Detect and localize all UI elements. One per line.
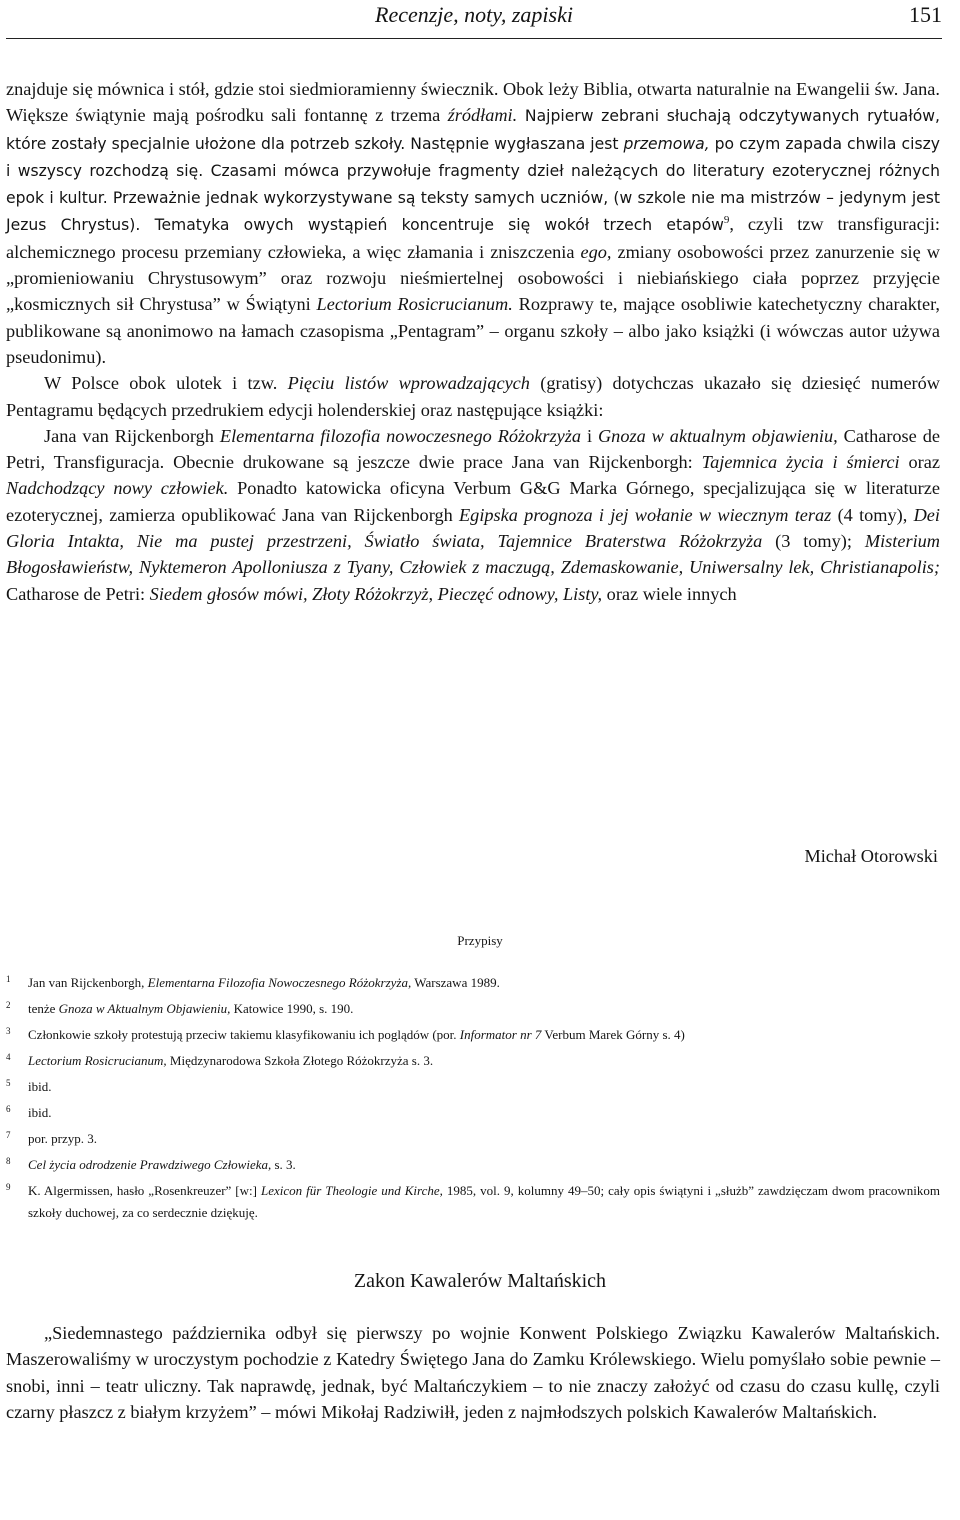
page-number: 151: [909, 2, 942, 27]
text-run-italic: Lexicon für Theologie und Kirche,: [260, 1183, 443, 1198]
running-title: Recenzje, noty, zapiski: [375, 2, 573, 27]
text-run-italic: Gnoza w aktualnym objawieniu,: [597, 425, 838, 446]
footnote-number: 3: [6, 1026, 11, 1036]
text-run: Catharose de Petri, Transfiguracja. Obecnie drukowane są jeszcze dwie prace Jana van Rijckenborgh:: [6, 425, 940, 473]
text-run: K. Algermissen, hasło „Rosenkreuzer” [w:]: [28, 1183, 261, 1198]
text-run: oraz wiele innych: [602, 583, 737, 604]
text-run-italic: Gnoza w Aktualnym Objawieniu,: [58, 1001, 231, 1016]
text-run: Najpierw zebrani słuchają odczytywanych rytuałów, które zostały specjalnie ułożone dla potrzeb szkoły. Następnie wygłaszana jest: [6, 107, 941, 153]
footnote-number: 2: [6, 1000, 11, 1010]
footnote-item: [6, 1046, 940, 1072]
text-run: W Polsce obok ulotek i tzw.: [44, 373, 288, 394]
text-run: Warszawa 1989.: [411, 975, 500, 990]
footnote-item: [6, 1072, 940, 1098]
text-run: zmiany osobowości przez zanurzenie się w „promieniowaniu Chrystusowym” oraz rozwoju nieśmiertelnej osobowości i niebiańskiego ciała poprzez przyjęcie „kosmicznych sił Chrystusa” w Świątyni: [6, 241, 940, 315]
footnote-number: 5: [6, 1078, 11, 1088]
text-run: Członkowie szkoły protestują przeciw takiemu klasyfikowaniu ich poglądów (por.: [28, 1027, 460, 1042]
footnote-item: [6, 1150, 940, 1176]
footnote-number: 8: [6, 1156, 11, 1166]
footnote-number: 9: [6, 1182, 11, 1192]
footnote-item: [6, 994, 940, 1020]
author-signature: Michał Otorowski: [804, 846, 938, 866]
footnote-number: 7: [6, 1130, 11, 1140]
footnote-item: [6, 1176, 940, 1224]
text-run-italic: Elementarna Filozofia Nowoczesnego Różokrzyża,: [147, 975, 412, 990]
text-run: tenże: [28, 1001, 59, 1016]
text-run: Jan van Rijckenborgh,: [28, 975, 148, 990]
text-run-italic: źródłami.: [447, 105, 518, 126]
text-run-italic: Informator nr 7: [459, 1027, 542, 1042]
footnote-number: 4: [6, 1052, 11, 1062]
text-run-italic: Cel życia odrodzenie Prawdziwego Człowieka,: [28, 1157, 272, 1172]
paragraph-book-list: [6, 423, 940, 607]
text-run-italic: przemowa,: [623, 134, 710, 153]
text-run: (3 tomy);: [762, 531, 865, 552]
text-run: Międzynarodowa Szkoła Złotego Różokrzyża s. 3.: [166, 1053, 434, 1068]
text-run: 1985, vol. 9, kolumny 49–50; cały opis świątyni i „służb” zawdzięczam dwom pracownikom szkoły duchowej, za co serdecznie dziękuję.: [28, 1183, 940, 1220]
text-run-italic: Lectorium Rosicrucianum,: [28, 1053, 167, 1068]
text-run-italic: Dei Gloria Intakta, Nie ma pustej przestrzeni, Światło świata, Tajemnice Braterstwa Różokrzyża: [6, 504, 940, 552]
section-paragraph: „Siedemnastego października odbył się pierwszy po wojnie Konwent Polskiego Związku Kawalerów Maltańskich. Maszerowaliśmy w uroczystym pochodzie z Katedry Świętego Jana do Zamku Królewskiego. Wielu pomyślało sobie pewnie – snobi, inni – teatr uliczny. Tak naprawdę, jednak, być Maltańczykiem – to nie znaczy założyć od czasu do czasu kullę, czyli czarny płaszcz z białym krzyżem” – mówi Mikołaj Radziwiłł, jeden z najmłodszych polskich Kawalerów Maltańskich.: [6, 1323, 940, 1422]
text-run-italic: Nadchodzący nowy człowiek.: [6, 478, 229, 499]
text-run: ibid.: [28, 1105, 52, 1120]
text-run: , czyli tzw transfiguracji: alchemicznego procesu przemiany człowieka, a więc złamania i zniszczenia: [6, 214, 940, 262]
text-run-italic: Misterium Błogosławieństw, Nyktemeron Apolloniusza z Tyany, Człowiek z maczugą, Zdemaskowanie, Uniwersalny lek, Christianapolis;: [6, 531, 940, 578]
footnote-ref: 9: [723, 214, 730, 227]
footnotes-list: [6, 968, 940, 1224]
text-run: Czasami mówca przywołuje fragmenty dzieł należących do literatury ezoterycznej różnych epok i kultur. Przeważnie jednak wykorzystywane są teksty samych uczniów, (w szkole nie ma mistrzów – jedynym jest Jezus Chrystus). Tematyka owych wystąpień koncentruje się wokół trzech etapów: [6, 161, 940, 235]
text-run: Rozprawy te, mające osobliwie katechetyczny charakter, publikowane są anonimowo na łamach czasopisma „Pentagram” – organu szkoły – albo jako książki (i wówczas autor używa pseudonimu).: [6, 294, 941, 367]
footnote-item: [6, 1098, 940, 1124]
header-rule: [6, 38, 942, 39]
text-run: Katowice 1990, s. 190.: [230, 1001, 354, 1016]
text-run: po czym zapada chwila ciszy i wszyscy rozchodzą się.: [6, 134, 940, 180]
text-run-italic: Tajemnica życia i śmierci: [701, 452, 900, 473]
text-run: Catharose de Petri:: [6, 583, 150, 604]
paragraph-temple: [6, 76, 940, 370]
review-body: [6, 76, 940, 607]
text-run: Verbum Marek Górny s. 4): [541, 1027, 685, 1042]
text-run: s. 3.: [271, 1157, 296, 1172]
running-header: [6, 0, 942, 32]
paragraph-publications: [6, 370, 940, 423]
text-run-italic: Elementarna filozofia nowoczesnego Różokrzyża: [219, 425, 581, 446]
text-run: Ponadto katowicka oficyna Verbum G&G Marka Górnego, specjalizująca się w literaturze ezoterycznej, zamierza opublikować Jana van Rijckenborgh: [6, 478, 940, 525]
footnote-number: 1: [6, 974, 11, 984]
text-run-italic: Siedem głosów mówi, Złoty Różokrzyż, Pieczęć odnowy, Listy,: [149, 583, 603, 604]
text-run-italic: ego,: [580, 241, 612, 262]
footnote-item: [6, 1020, 940, 1046]
footnotes-heading: Przypisy: [457, 933, 503, 948]
text-run: oraz: [899, 452, 940, 473]
section-title: Zakon Kawalerów Maltańskich: [353, 1270, 607, 1292]
text-run: (4 tomy),: [831, 504, 914, 525]
footnote-item: [6, 968, 940, 994]
text-run-italic: Pięciu listów wprowadzających: [287, 373, 530, 394]
text-run: por. przyp. 3.: [28, 1131, 97, 1146]
footnote-number: 6: [6, 1104, 11, 1114]
text-run: ibid.: [28, 1079, 52, 1094]
footnote-item: [6, 1124, 940, 1150]
text-run: i: [581, 425, 598, 446]
text-run-italic: Lectorium Rosicrucianum.: [316, 294, 513, 315]
text-run: Jana van Rijckenborgh: [44, 425, 220, 446]
text-run: znajduje się mównica i stół, gdzie stoi siedmioramienny świecznik. Obok leży Biblia, otwarta naturalnie na Ewangelii św. Jana. Większe świątynie mają pośrodku sali fontannę z trzema: [6, 79, 940, 126]
text-run-italic: Egipska prognoza i jej wołanie w wiecznym teraz: [459, 504, 832, 525]
text-run: (gratisy) dotychczas ukazało się dziesięć numerów Pentagramu będących przedrukiem edycji holenderskiej oraz następujące książki:: [6, 373, 940, 420]
section-body: [6, 1320, 940, 1425]
